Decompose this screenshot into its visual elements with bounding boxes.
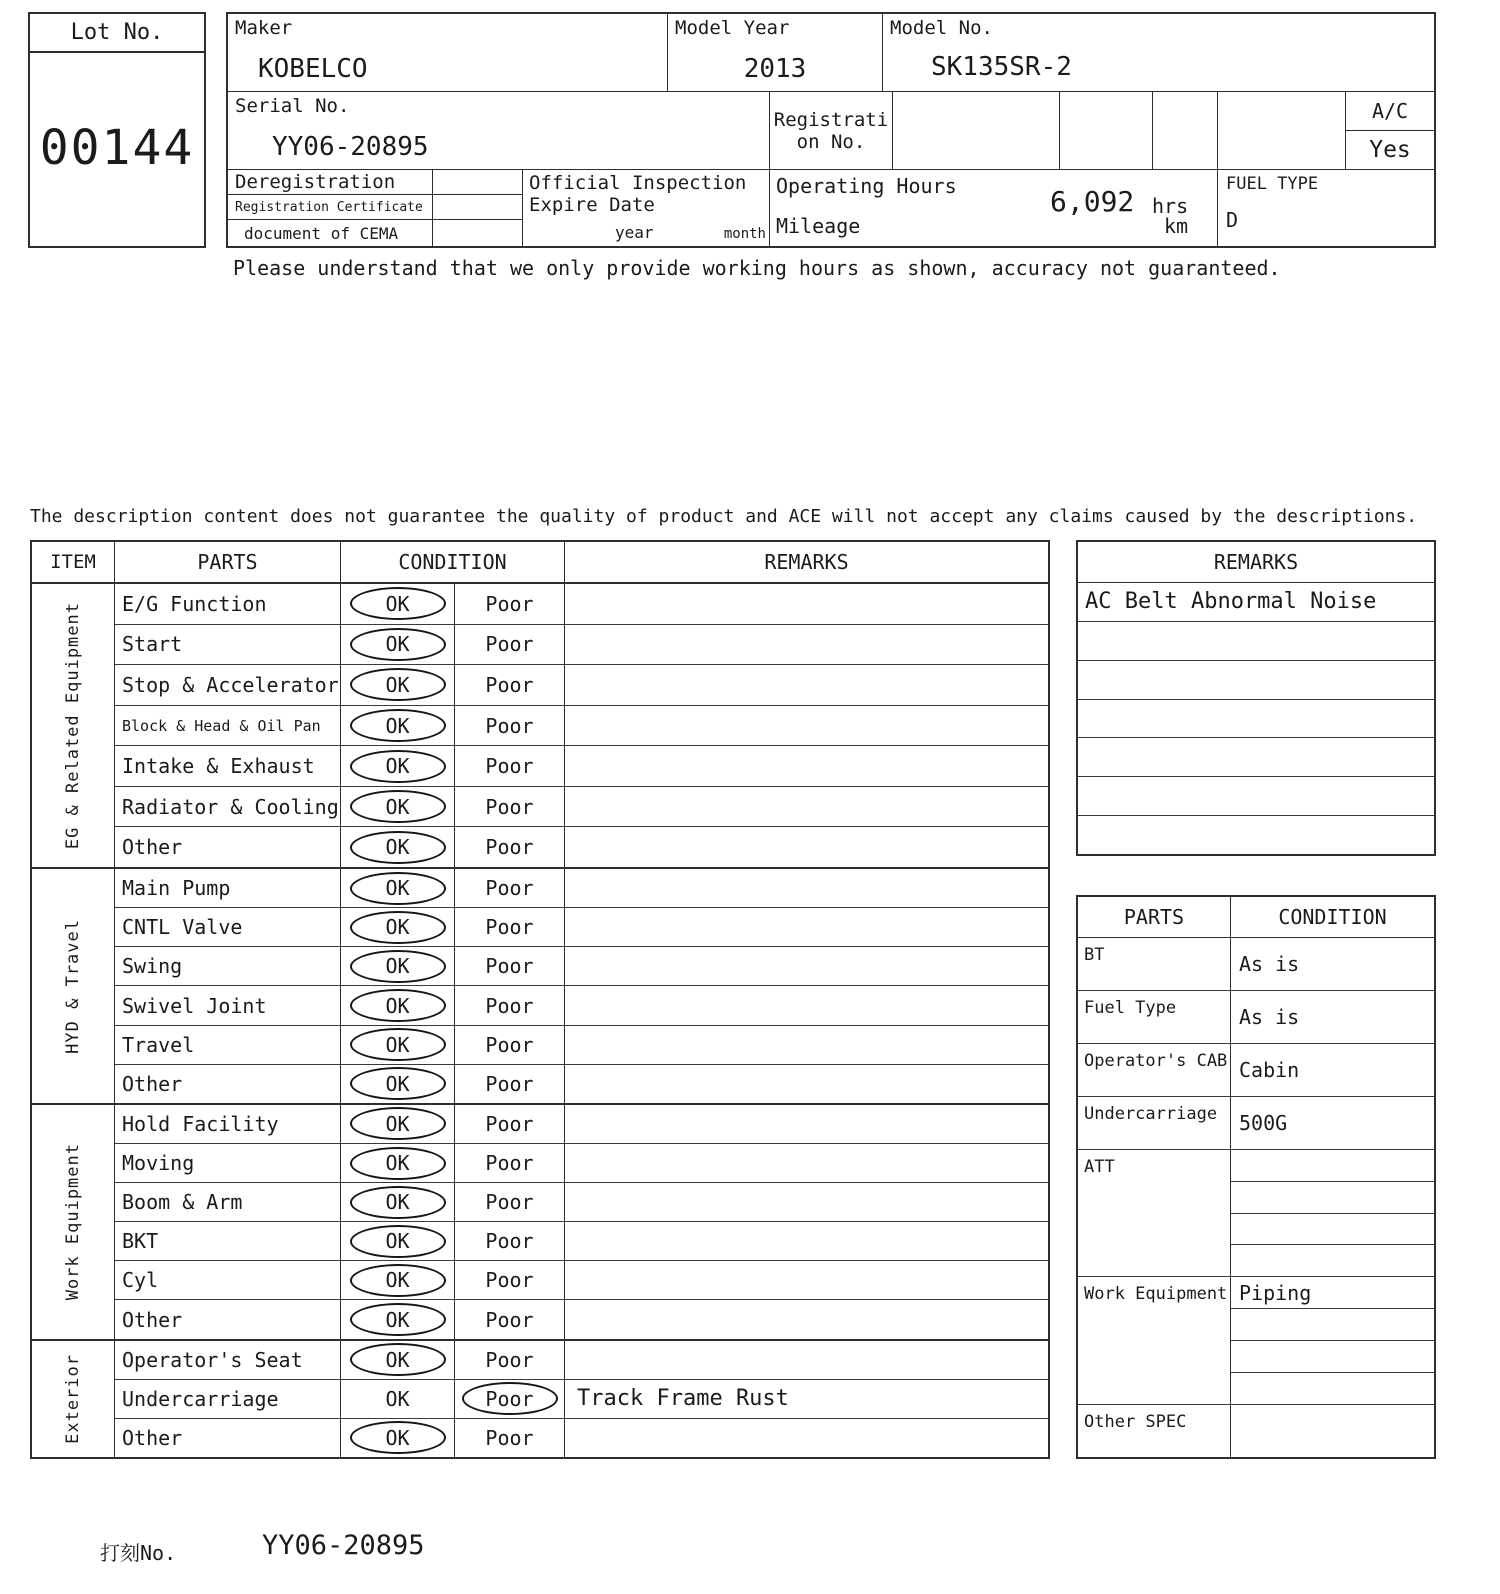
serial-no-cell [228,92,770,170]
inspection-row [115,1418,1048,1457]
ok-cell [341,625,455,665]
remarks-table-header: REMARKS [1078,542,1434,583]
remark-row [1078,737,1434,776]
registration-certificate-value-cell [433,195,523,220]
remark-value [565,625,1048,665]
inspection-expire-label-2: Expire Date [529,194,655,216]
spec-block [1078,1043,1434,1096]
ok-cell [341,1222,455,1260]
poor-value: Poor [485,1071,534,1096]
poor-value: Poor [485,754,534,779]
hrs-unit: hrs [1152,194,1189,218]
poor-value: Poor [485,1268,534,1293]
model-year-label: Model Year [675,17,790,39]
ok-value: OK [350,1264,446,1297]
spec-block [1078,990,1434,1043]
remark-row [1078,776,1434,815]
remark-value [565,1144,1048,1182]
ok-cell [341,947,455,985]
part-name: Hold Facility [115,1105,341,1143]
remark-value [565,746,1048,786]
ok-value: OK [385,1386,410,1411]
inspection-row [115,1064,1048,1103]
remark-value [565,869,1048,907]
poor-cell [455,1380,565,1418]
spec-conditions [1231,1405,1434,1457]
poor-cell [455,787,565,827]
part-name: Intake & Exhaust [115,746,341,786]
part-name: BKT [115,1222,341,1260]
item-column-header: ITEM [32,542,115,582]
official-inspection-cell [523,170,770,246]
spec-condition [1231,1372,1434,1404]
ok-cell [341,869,455,907]
inspection-group [32,584,1048,867]
poor-cell [455,1183,565,1221]
part-name: Radiator & Cooling [115,787,341,827]
ac-value: Yes [1369,137,1411,163]
ac-label: A/C [1371,99,1409,123]
remark-value [565,827,1048,867]
ok-cell [341,1419,455,1457]
poor-cell [455,746,565,786]
inspection-row [115,907,1048,946]
cema-document-label: document of CEMA [228,220,433,246]
spec-table [1076,895,1436,1459]
part-name: Start [115,625,341,665]
ok-value: OK [350,1225,446,1258]
ok-value: OK [350,1303,446,1336]
ok-value: OK [350,1343,446,1376]
operating-hours-label: Operating Hours [776,174,957,198]
inspection-row [115,946,1048,985]
poor-cell [455,1144,565,1182]
group-rows [115,584,1048,867]
fuel-type-value: D [1226,208,1239,232]
group-label: Exterior [63,1353,83,1444]
ok-value: OK [350,1186,446,1219]
stamp-no-value: YY06-20895 [262,1530,425,1561]
poor-cell [455,986,565,1024]
spec-part: Fuel Type [1078,991,1231,1043]
inspection-row [115,1182,1048,1221]
item-group-cell [32,869,115,1103]
ok-cell [341,1341,455,1379]
spec-part: ATT [1078,1150,1231,1277]
spec-condition [1231,1213,1434,1245]
part-name: Other [115,1419,341,1457]
remark-value [565,665,1048,705]
remark-value [565,1341,1048,1379]
parts-column-header: PARTS [115,542,341,582]
poor-cell [455,665,565,705]
poor-cell [455,1300,565,1338]
remark-value [565,1026,1048,1064]
inspection-row [115,985,1048,1024]
model-year-cell [668,14,883,92]
part-name: Other [115,827,341,867]
remark-value [565,1419,1048,1457]
inspection-row [115,745,1048,786]
ok-cell [341,1261,455,1299]
part-name: Block & Head & Oil Pan [115,706,341,746]
poor-value: Poor [485,672,534,697]
ok-cell [341,986,455,1024]
ok-value: OK [350,1147,446,1180]
inspection-row [115,1143,1048,1182]
ok-cell [341,1380,455,1418]
item-group-cell [32,584,115,867]
poor-value: Poor [485,915,534,940]
part-name: Main Pump [115,869,341,907]
km-unit: km [1164,214,1189,238]
spec-condition-header: CONDITION [1278,905,1387,929]
spec-table-header [1078,897,1434,938]
inspection-group [32,1339,1048,1457]
spec-part: Operator's CAB [1078,1044,1231,1096]
ok-value: OK [350,790,446,823]
operating-hours-value: 6,092 [1050,185,1135,218]
remark-value [565,1183,1048,1221]
ok-value: OK [350,872,446,905]
part-name: E/G Function [115,584,341,624]
part-name: Boom & Arm [115,1183,341,1221]
model-no-label: Model No. [890,17,993,39]
remark-row [1078,699,1434,738]
serial-no-label: Serial No. [235,95,350,117]
part-name: Moving [115,1144,341,1182]
remark-value [565,908,1048,946]
registration-certificate-label: Registration Certificate [228,195,433,220]
group-rows [115,869,1048,1103]
spec-part: Other SPEC [1078,1405,1231,1457]
inspection-expire-label: Official Inspection [529,172,747,194]
spec-parts-header: PARTS [1078,897,1231,937]
spec-condition [1231,1150,1434,1181]
poor-value: Poor [485,591,534,616]
ok-cell [341,1144,455,1182]
ok-value: OK [350,911,446,944]
ok-value: OK [350,1107,446,1140]
working-hours-note: Please understand that we only provide working hours as shown, accuracy not guaranteed. [233,256,1281,280]
poor-cell [455,1419,565,1457]
ok-cell [341,706,455,746]
poor-cell [455,947,565,985]
inspection-row [115,1221,1048,1260]
registration-empty-cell [1218,92,1346,170]
spec-condition: Piping [1239,1280,1312,1305]
deregistration-value-cell [433,170,523,195]
remark-value [565,1105,1048,1143]
remark-value [565,706,1048,746]
maker-cell [228,14,668,92]
poor-value: Poor [485,1032,534,1057]
registration-no-label-2: on No. [796,130,866,153]
fuel-type-cell [1218,170,1434,246]
remark-row [1078,660,1434,699]
remarks-column-header: REMARKS [764,550,849,574]
registration-empty-cell [1153,92,1218,170]
remarks-table-body [1078,583,1434,854]
serial-no-value: YY06-20895 [272,132,429,162]
remark-value [565,1065,1048,1103]
ok-value: OK [350,628,446,661]
spec-block [1078,938,1434,990]
ok-cell [341,827,455,867]
poor-cell [455,1222,565,1260]
remark-row: AC Belt Abnormal Noise [1085,589,1377,615]
poor-cell [455,869,565,907]
ok-cell [341,746,455,786]
ok-value: OK [350,1421,446,1454]
poor-value: Poor [485,993,534,1018]
model-year-value: 2013 [743,54,807,84]
spec-condition [1231,1181,1434,1213]
lot-box [28,12,206,248]
ok-value: OK [350,950,446,983]
remark-value [565,947,1048,985]
poor-cell [455,1105,565,1143]
spec-block [1078,1149,1434,1277]
inspection-row [115,1299,1048,1338]
group-label: EG & Related Equipment [63,601,83,850]
part-name: Stop & Accelerator [115,665,341,705]
inspection-row [115,1379,1048,1418]
spec-conditions [1231,1277,1434,1404]
inspection-row [115,584,1048,624]
model-no-value: SK135SR-2 [931,52,1072,82]
inspection-row [115,624,1048,665]
ok-cell [341,665,455,705]
condition-column-header: CONDITION [341,542,565,582]
poor-cell [455,827,565,867]
spec-condition: As is [1239,1004,1300,1029]
poor-value: Poor [485,876,534,901]
ok-value: OK [350,750,446,783]
spec-condition [1231,1340,1434,1372]
inspection-table [30,540,1050,1459]
inspection-row [115,1341,1048,1379]
remarks-table [1076,540,1436,856]
poor-cell [455,1026,565,1064]
remark-value [565,787,1048,827]
ok-value: OK [350,668,446,701]
registration-no-label: Registrati [773,108,889,131]
remark-value [565,1261,1048,1299]
item-group-cell [32,1341,115,1457]
spec-conditions [1231,1044,1434,1096]
inspection-row [115,786,1048,827]
remark-value [565,584,1048,624]
ok-value: OK [350,989,446,1022]
fuel-type-label: FUEL TYPE [1226,174,1319,194]
spec-part: Undercarriage [1078,1097,1231,1149]
poor-cell [455,706,565,746]
model-no-cell [883,14,1434,92]
poor-value: Poor [485,1229,534,1254]
inspection-group [32,867,1048,1103]
ok-cell [341,584,455,624]
inspection-table-body [32,584,1048,1457]
ok-value: OK [350,1028,446,1061]
description-disclaimer: The description content does not guarantee the quality of product and ACE will not accept any claims caused by the descriptions. [30,506,1418,527]
registration-no-cell [770,92,893,170]
inspection-row [115,826,1048,867]
poor-value: Poor [485,1307,534,1332]
poor-value: Poor [485,1425,534,1450]
spec-condition [1231,1308,1434,1340]
ac-value-cell [1346,131,1434,170]
ok-cell [341,1183,455,1221]
part-name: CNTL Valve [115,908,341,946]
cema-document-value-cell [433,220,523,246]
spec-conditions [1231,991,1434,1043]
part-name: Swing [115,947,341,985]
month-label: month [723,226,766,242]
spec-conditions [1231,938,1434,990]
ok-cell [341,1026,455,1064]
stamp-no-label: 打刻No. [100,1541,177,1565]
part-name: Travel [115,1026,341,1064]
spec-condition: 500G [1239,1110,1288,1135]
part-name: Undercarriage [115,1380,341,1418]
spec-block [1078,1276,1434,1404]
registration-empty-cell [1060,92,1153,170]
lot-label: Lot No. [30,14,204,53]
group-rows [115,1341,1048,1457]
poor-cell [455,1065,565,1103]
ok-cell [341,1300,455,1338]
spec-conditions [1231,1097,1434,1149]
remark-value [565,1300,1048,1338]
inspection-row [115,705,1048,746]
poor-value: Poor [462,1382,558,1415]
spec-conditions [1231,1150,1434,1277]
spec-condition: Cabin [1239,1057,1300,1082]
group-rows [115,1105,1048,1339]
spec-part: Work Equipment [1078,1277,1231,1404]
remark-row [1078,621,1434,660]
part-name: Cyl [115,1261,341,1299]
ok-value: OK [350,709,446,742]
inspection-row [115,1105,1048,1143]
poor-value: Poor [485,794,534,819]
part-name: Swivel Joint [115,986,341,1024]
ok-cell [341,787,455,827]
mileage-label: Mileage [776,214,861,238]
spec-block [1078,1096,1434,1149]
inspection-table-header [32,542,1048,584]
inspection-row [115,869,1048,907]
ac-cell [1346,92,1434,131]
ok-cell [341,908,455,946]
ok-value: OK [350,1067,446,1100]
ok-value: OK [350,587,446,620]
part-name: Other [115,1065,341,1103]
remark-value [565,1222,1048,1260]
ok-value: OK [350,831,446,864]
poor-value: Poor [485,954,534,979]
spec-condition [1231,1244,1434,1276]
spec-part: BT [1078,938,1231,990]
poor-cell [455,584,565,624]
spec-block [1078,1404,1434,1457]
poor-value: Poor [485,1347,534,1372]
poor-value: Poor [485,835,534,860]
spec-condition: As is [1239,951,1300,976]
lot-number: 00144 [39,120,195,176]
inspection-row [115,1025,1048,1064]
registration-empty-cell [893,92,1060,170]
poor-value: Poor [485,1190,534,1215]
inspection-group [32,1103,1048,1339]
maker-label: Maker [235,17,293,39]
remark-value [565,986,1048,1024]
poor-cell [455,625,565,665]
group-label: HYD & Travel [63,918,83,1054]
year-label: year [615,223,654,242]
ok-cell [341,1065,455,1103]
part-name: Operator's Seat [115,1341,341,1379]
operating-hours-cell [770,170,1218,246]
poor-cell [455,1341,565,1379]
poor-value: Poor [485,713,534,738]
inspection-row [115,1260,1048,1299]
poor-value: Poor [485,632,534,657]
poor-cell [455,908,565,946]
remark-row [1078,815,1434,854]
part-name: Other [115,1300,341,1338]
deregistration-label: Deregistration [228,170,433,195]
ok-cell [341,1105,455,1143]
poor-value: Poor [485,1111,534,1136]
remark-value: Track Frame Rust [577,1386,789,1412]
spec-condition [1231,1405,1434,1457]
spec-table-body [1078,938,1434,1457]
header-table [226,12,1436,248]
item-group-cell [32,1105,115,1339]
inspection-row [115,664,1048,705]
maker-value: KOBELCO [258,54,368,84]
poor-value: Poor [485,1151,534,1176]
poor-cell [455,1261,565,1299]
group-label: Work Equipment [63,1143,83,1301]
